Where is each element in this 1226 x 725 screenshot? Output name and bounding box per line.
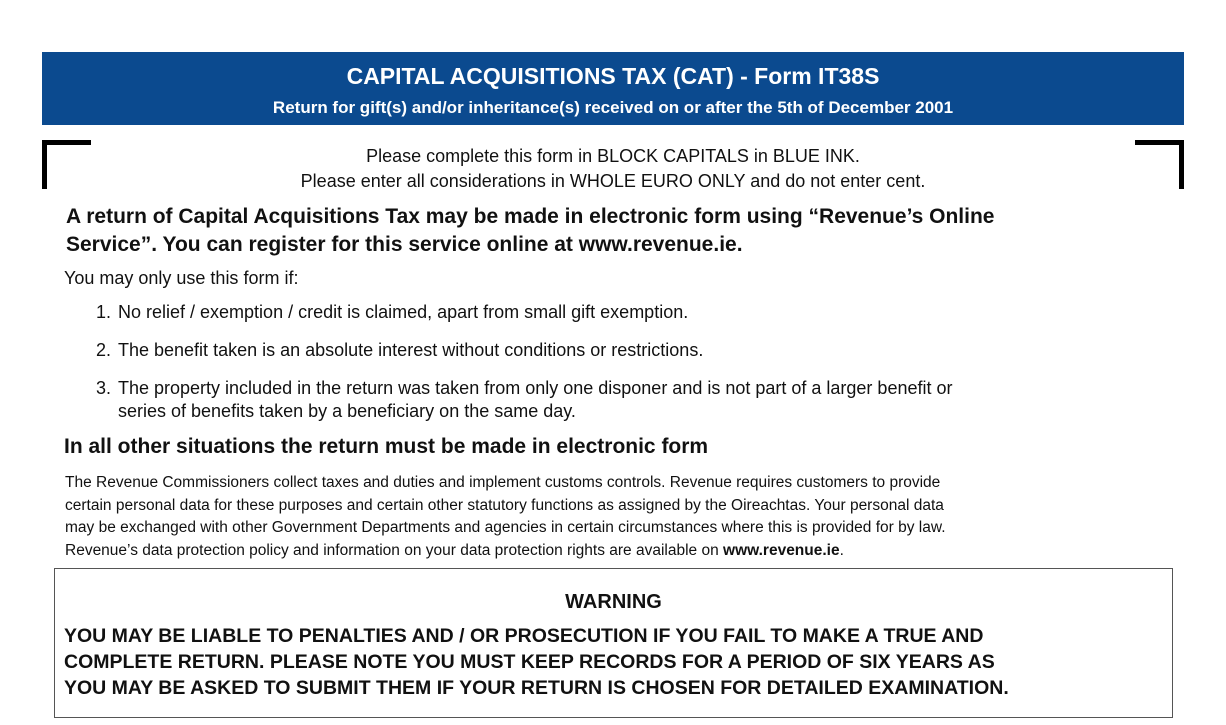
warning-line: YOU MAY BE ASKED TO SUBMIT THEM IF YOUR RETURN IS CHOSEN FOR DETAILED EXAMINATION. [64, 677, 1009, 699]
condition-text: The benefit taken is an absolute interest without conditions or restrictions. [118, 340, 704, 360]
form-subtitle: Return for gift(s) and/or inheritance(s) received on or after the 5th of December 2001 [272, 98, 954, 117]
condition-number: 3. [96, 378, 112, 398]
online-notice: A return of Capital Acquisitions Tax may be made in electronic form using “Revenue’s Online [66, 205, 995, 228]
revenue-link[interactable]: www.revenue.ie [723, 541, 840, 559]
notice-line [65, 540, 1175, 563]
condition-number: 2. [96, 340, 112, 360]
condition-number: 1. [96, 302, 112, 322]
condition-text: The property included in the return was taken from only one disponer and is not part of a larger benefit or [118, 378, 953, 398]
conditions-intro: You may only use this form if: [64, 268, 299, 288]
data-protection-notice [65, 472, 1175, 562]
warning-box [54, 568, 1173, 718]
notice-end: . [839, 541, 844, 559]
online-notice: Service”. You can register for this service online at www.revenue.ie. [66, 233, 743, 256]
warning-body [64, 623, 1169, 701]
notice-line: certain personal data for these purposes and certain other statutory functions as assigned by the Oireachtas. Your personal data [65, 496, 944, 514]
notice-line: The Revenue Commissioners collect taxes and duties and implement customs controls. Revenue requires customers to provide [65, 474, 941, 491]
warning-line: COMPLETE RETURN. PLEASE NOTE YOU MUST KEEP RECORDS FOR A PERIOD OF SIX YEARS AS [64, 651, 995, 673]
other-situations-heading: In all other situations the return must be made in electronic form [64, 435, 709, 458]
instruction-line: Please complete this form in BLOCK CAPITALS in BLUE INK. [366, 146, 860, 166]
warning-heading: WARNING [565, 591, 662, 613]
form-title: CAPITAL ACQUISITIONS TAX (CAT) - Form IT38S [346, 63, 880, 89]
condition-text: No relief / exemption / credit is claimed, apart from small gift exemption. [118, 302, 689, 322]
notice-text: Revenue’s data protection policy and information on your data protection rights are available on [65, 541, 724, 559]
condition-text: series of benefits taken by a beneficiary on the same day. [118, 401, 576, 421]
instruction-line: Please enter all considerations in WHOLE EURO ONLY and do not enter cent. [300, 171, 926, 191]
warning-line: YOU MAY BE LIABLE TO PENALTIES AND / OR PROSECUTION IF YOU FAIL TO MAKE A TRUE AND [64, 625, 984, 647]
notice-line: may be exchanged with other Government Departments and agencies in certain circumstances where this is provided for by law. [65, 519, 946, 536]
form-header [42, 52, 1184, 125]
